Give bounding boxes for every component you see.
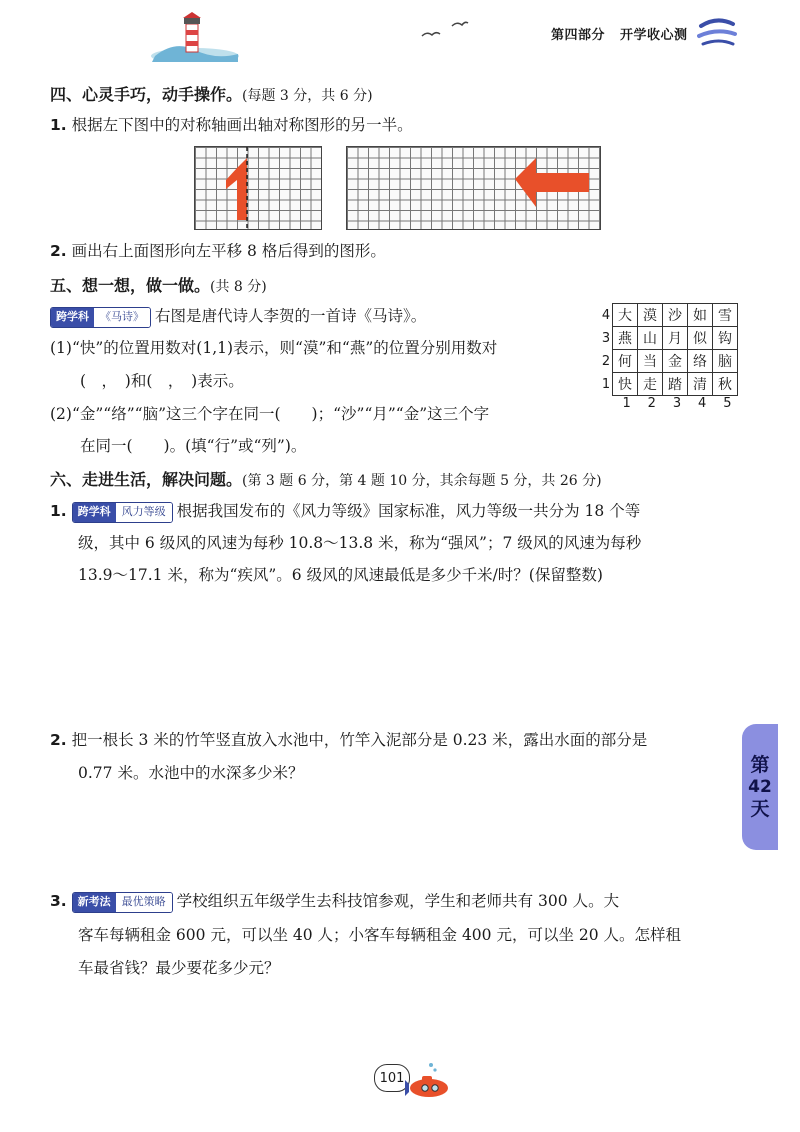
section-4-heading: 四、心灵手巧，动手操作。 [50,85,243,104]
poem-cell: 雪 [713,304,738,327]
section-6-title [50,467,602,490]
tag-topic: 《马诗》 [94,308,150,327]
poem-row-number: 2 [601,353,611,369]
question-number: 1. [50,502,67,520]
poem-row-number: 3 [601,330,611,346]
poem-cell: 月 [663,327,688,350]
s5-q2-line2: 在同一( )。(填“行”或“列”)。 [80,437,307,455]
tag-topic: 最优策略 [116,893,172,912]
poem-cell: 如 [688,304,713,327]
answer-area-2[interactable] [78,796,718,880]
s4-question-1 [50,110,413,140]
half-shape-icon [195,147,321,229]
header-title: 开学收心测 [620,28,688,43]
s6-q2-line2: 0.77 米。水池中的水深多少米？ [78,764,304,782]
answer-area-1[interactable] [78,598,718,716]
poem-cell: 金 [663,350,688,373]
poem-column-number: 5 [723,396,732,411]
question-number: 3. [50,892,67,910]
poem-cell: 当 [638,350,663,373]
poem-row [600,373,738,396]
poem-cell: 燕 [613,327,638,350]
seagull-icon [420,20,470,44]
intro-text: 右图是唐代诗人李贺的一首诗《马诗》。 [155,307,427,325]
s6-q1-line1 [50,496,640,526]
tag-type: 跨学科 [51,308,94,327]
submarine-icon [405,1060,451,1100]
section-5-title [50,273,267,296]
section-4-title [50,82,373,105]
cross-subject-tag [50,307,151,328]
symmetry-grid[interactable] [194,146,322,230]
poem-cell: 脑 [713,350,738,373]
poem-column-number: 3 [672,396,682,411]
header-wave-icon [697,14,737,48]
section-5-note: (共 8 分) [210,279,267,295]
header-section-label: 第四部分 [551,28,606,43]
day-side-tab [742,724,778,850]
poem-cell: 快 [613,373,638,396]
s4-question-2 [50,236,386,266]
poem-cell: 踏 [663,373,688,396]
poem-cell: 山 [638,327,663,350]
question-text: 把一根长 3 米的竹竿竖直放入水池中，竹竿入泥部分是 0.23 米，露出水面的部分是 [71,731,648,749]
poem-column-number: 2 [647,396,656,411]
poem-column-numbers [614,396,740,411]
page-number: 101 [379,1070,405,1086]
section-6-note: (第 3 题 6 分，第 4 题 10 分，其余每题 5 分，共 26 分) [242,473,602,489]
poem-row-number: 1 [601,376,611,392]
tag-topic: 风力等级 [116,503,172,522]
s5-q2-line1: (2)“金”“络”“脑”这三个字在同一( )；“沙”“月”“金”这三个字 [50,405,490,423]
poem-cell: 秋 [713,373,738,396]
tag-type: 新考法 [73,893,116,912]
poem-cell: 钩 [713,327,738,350]
cross-subject-tag [72,502,173,523]
poem-cell: 走 [638,373,663,396]
new-method-tag [72,892,173,913]
poem-row [600,327,738,350]
section-6-heading: 六、走进生活，解决问题。 [50,470,243,489]
day-suffix: 天 [750,798,770,820]
day-prefix: 第 [750,754,770,776]
s6-q2-line1 [50,725,647,755]
poem-grid [600,303,740,411]
poem-cell: 何 [613,350,638,373]
tag-type: 跨学科 [73,503,116,522]
poem-cell: 似 [688,327,713,350]
poem-column-number: 1 [622,396,631,411]
day-number: 42 [748,777,772,797]
s5-q1-line1: (1)“快”的位置用数对(1,1)表示，则“漠”和“燕”的位置分别用数对 [50,339,498,357]
arrow-shape-icon [347,147,600,229]
s6-q3-line3: 车最省钱？最少要花多少元？ [78,959,280,977]
s5-intro [50,301,426,331]
poem-cell: 络 [688,350,713,373]
question-number: 2. [50,731,67,749]
poem-table [600,303,738,396]
lighthouse-illustration [150,10,240,62]
poem-row [600,304,738,327]
poem-column-number: 4 [698,396,707,411]
poem-cell: 大 [613,304,638,327]
s6-q3-line1 [50,886,619,916]
s6-q1-line3: 13.9～17.1 米，称为“疾风”。6 级风的风速最低是多少千米/时？(保留整数) [78,566,603,584]
answer-area-3[interactable] [78,992,718,1052]
question-number: 2. [50,242,67,260]
poem-row [600,350,738,373]
s6-q3-line2: 客车每辆租金 600 元，可以坐 40 人；小客车每辆租金 400 元，可以坐 20 人。怎样租 [78,926,682,944]
section-4-note: (每题 3 分，共 6 分) [242,88,373,104]
poem-cell: 清 [688,373,713,396]
translation-grid[interactable] [346,146,601,230]
question-number: 1. [50,116,67,134]
poem-cell: 漠 [638,304,663,327]
question-text: 根据左下图中的对称轴画出轴对称图形的另一半。 [71,116,413,134]
section-5-heading: 五、想一想，做一做。 [50,276,211,295]
poem-cell: 沙 [663,304,688,327]
poem-row-number: 4 [601,307,611,323]
s6-q1-line2: 级，其中 6 级风的风速为每秒 10.8～13.8 米，称为“强风”；7 级风的风速为每秒 [78,534,642,552]
s5-q1-line2: ( ， )和( ， )表示。 [80,372,244,390]
question-text: 根据我国发布的《风力等级》国家标准，风力等级一共分为 18 个等 [176,502,641,520]
question-text: 画出右上面图形向左平移 8 格后得到的图形。 [71,242,386,260]
question-text: 学校组织五年级学生去科技馆参观，学生和老师共有 300 人。大 [176,892,620,910]
